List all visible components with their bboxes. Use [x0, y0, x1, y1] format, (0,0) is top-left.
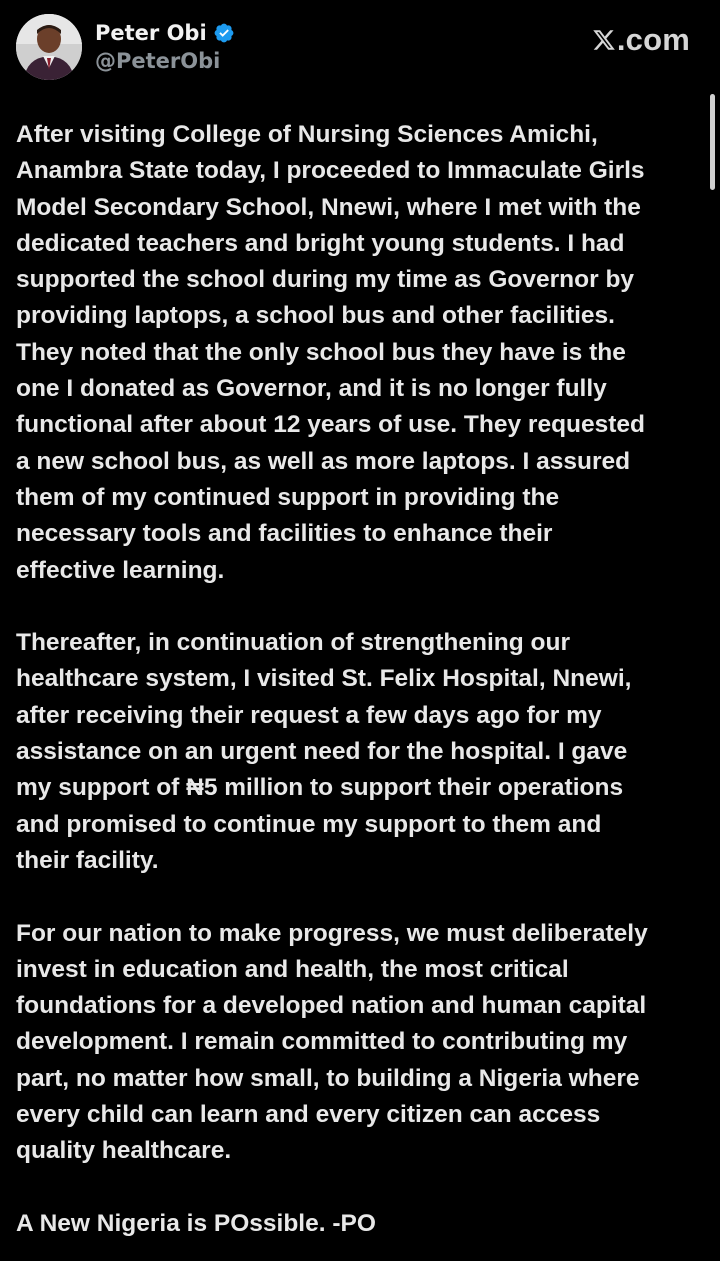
- tweet-paragraph: For our nation to make progress, we must deliberately invest in education and health, the most critical foundations for a developed nation and human capital development. I remain committed to contributing my part, no matter how small, to building a Nigeria where every child can learn and every citizen can access quality healthcare.: [16, 919, 648, 1165]
- verified-badge-icon: [213, 22, 235, 44]
- brand-domain: .com: [616, 22, 690, 57]
- avatar[interactable]: [16, 14, 82, 80]
- x-logo-icon: [592, 28, 616, 52]
- avatar-image: [16, 14, 82, 80]
- tweet-text: [16, 117, 706, 1242]
- name-row: [95, 20, 235, 46]
- x-brand: [592, 22, 690, 58]
- tweet-paragraph: Thereafter, in continuation of strengthening our healthcare system, I visited St. Felix Hospital, Nnewi, after receiving their request a few days ago for my assistance on an urgent need for the hospital. I gave my support of ₦5 million to support their operations and promised to continue my support to them and their facility.: [16, 629, 632, 874]
- tweet-paragraph: After visiting College of Nursing Sciences Amichi, Anambra State today, I proceeded to Immaculate Girls Model Secondary School, Nnewi, where I met with the dedicated teachers and bright young students. I had supported the school during my time as Governor by providing laptops, a school bus and other facilities. They noted that the only school bus they have is the one I donated as Governor, and it is no longer fully functional after about 12 years of use. They requested a new school bus, as well as more laptops. I assured them of my continued support in providing the necessary tools and facilities to enhance their effective learning.: [16, 121, 645, 584]
- user-handle[interactable]: @PeterObi: [95, 48, 221, 73]
- tweet-signoff: A New Nigeria is POssible. -PO: [16, 1209, 376, 1237]
- user-info: [95, 20, 235, 75]
- display-name[interactable]: Peter Obi: [95, 20, 207, 45]
- scrollbar-thumb[interactable]: [710, 94, 715, 190]
